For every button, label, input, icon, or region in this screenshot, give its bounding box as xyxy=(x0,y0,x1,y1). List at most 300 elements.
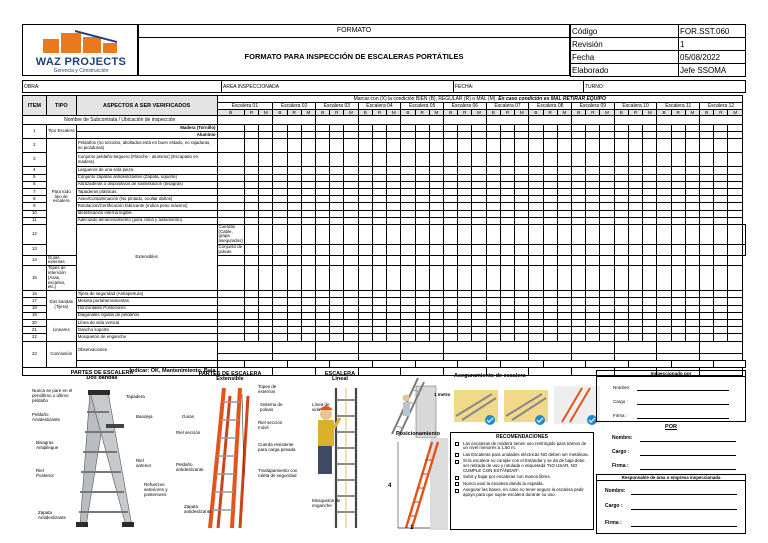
check-cell[interactable] xyxy=(244,153,258,167)
check-cell[interactable] xyxy=(628,132,642,139)
check-cell[interactable] xyxy=(344,305,358,312)
check-cell[interactable] xyxy=(372,312,386,319)
check-cell[interactable] xyxy=(628,224,642,244)
check-cell[interactable] xyxy=(401,174,415,181)
observation-cell[interactable] xyxy=(372,360,415,367)
check-cell[interactable] xyxy=(628,188,642,195)
check-cell[interactable] xyxy=(728,291,743,298)
check-cell[interactable] xyxy=(301,139,315,153)
check-cell[interactable] xyxy=(685,312,699,319)
check-cell[interactable] xyxy=(444,255,458,266)
check-cell[interactable] xyxy=(685,327,699,334)
check-cell[interactable] xyxy=(444,245,458,256)
check-cell[interactable] xyxy=(557,224,571,244)
check-cell[interactable] xyxy=(358,196,372,203)
check-cell[interactable] xyxy=(217,167,244,174)
check-cell[interactable] xyxy=(614,210,628,217)
check-cell[interactable] xyxy=(344,196,358,203)
check-cell[interactable] xyxy=(685,132,699,139)
check-cell[interactable] xyxy=(572,245,586,256)
check-cell[interactable] xyxy=(628,255,642,266)
check-cell[interactable] xyxy=(287,125,301,132)
check-cell[interactable] xyxy=(628,291,642,298)
check-cell[interactable] xyxy=(472,217,486,224)
check-cell[interactable] xyxy=(628,327,642,334)
check-cell[interactable] xyxy=(685,298,699,305)
check-cell[interactable] xyxy=(572,196,586,203)
check-cell[interactable] xyxy=(372,196,386,203)
check-cell[interactable] xyxy=(572,312,586,319)
check-cell[interactable] xyxy=(714,245,728,256)
check-cell[interactable] xyxy=(287,334,301,341)
check-cell[interactable] xyxy=(500,139,514,153)
signature-line[interactable] xyxy=(637,404,729,405)
check-cell[interactable] xyxy=(714,305,728,312)
check-cell[interactable] xyxy=(600,174,614,181)
check-cell[interactable] xyxy=(372,255,386,266)
check-cell[interactable] xyxy=(401,245,415,256)
check-cell[interactable] xyxy=(643,334,657,341)
check-cell[interactable] xyxy=(657,217,671,224)
check-cell[interactable] xyxy=(671,167,685,174)
check-cell[interactable] xyxy=(387,319,401,326)
check-cell[interactable] xyxy=(657,210,671,217)
check-cell[interactable] xyxy=(557,167,571,174)
check-cell[interactable] xyxy=(572,217,586,224)
check-cell[interactable] xyxy=(273,291,287,298)
check-cell[interactable] xyxy=(429,327,443,334)
check-cell[interactable] xyxy=(217,132,244,139)
check-cell[interactable] xyxy=(557,255,571,266)
check-cell[interactable] xyxy=(529,255,543,266)
check-cell[interactable] xyxy=(586,298,600,305)
check-cell[interactable] xyxy=(244,196,258,203)
check-cell[interactable] xyxy=(600,153,614,167)
observation-cell[interactable] xyxy=(316,341,359,353)
check-cell[interactable] xyxy=(458,174,472,181)
check-cell[interactable] xyxy=(671,196,685,203)
check-cell[interactable] xyxy=(259,305,273,312)
check-cell[interactable] xyxy=(572,139,586,153)
check-cell[interactable] xyxy=(515,188,529,195)
check-cell[interactable] xyxy=(358,188,372,195)
check-cell[interactable] xyxy=(700,266,714,291)
check-cell[interactable] xyxy=(515,210,529,217)
check-cell[interactable] xyxy=(444,210,458,217)
check-cell[interactable] xyxy=(401,153,415,167)
check-cell[interactable] xyxy=(458,203,472,210)
check-cell[interactable] xyxy=(614,181,628,188)
check-cell[interactable] xyxy=(728,217,743,224)
check-cell[interactable] xyxy=(244,291,258,298)
check-cell[interactable] xyxy=(358,334,372,341)
check-cell[interactable] xyxy=(486,139,500,153)
check-cell[interactable] xyxy=(429,298,443,305)
check-cell[interactable] xyxy=(700,196,714,203)
check-cell[interactable] xyxy=(415,153,429,167)
check-cell[interactable] xyxy=(671,291,685,298)
check-cell[interactable] xyxy=(316,153,330,167)
check-cell[interactable] xyxy=(614,167,628,174)
check-cell[interactable] xyxy=(628,196,642,203)
check-cell[interactable] xyxy=(500,319,514,326)
check-cell[interactable] xyxy=(372,188,386,195)
check-cell[interactable] xyxy=(728,224,743,244)
check-cell[interactable] xyxy=(358,298,372,305)
check-cell[interactable] xyxy=(529,125,543,132)
check-cell[interactable] xyxy=(330,255,344,266)
check-cell[interactable] xyxy=(557,132,571,139)
check-cell[interactable] xyxy=(500,174,514,181)
check-cell[interactable] xyxy=(287,255,301,266)
check-cell[interactable] xyxy=(586,245,600,256)
check-cell[interactable] xyxy=(543,203,557,210)
check-cell[interactable] xyxy=(415,210,429,217)
check-cell[interactable] xyxy=(500,132,514,139)
check-cell[interactable] xyxy=(614,139,628,153)
check-cell[interactable] xyxy=(586,319,600,326)
observation-cell[interactable] xyxy=(401,353,444,360)
check-cell[interactable] xyxy=(244,139,258,153)
check-cell[interactable] xyxy=(614,291,628,298)
check-cell[interactable] xyxy=(500,266,514,291)
check-cell[interactable] xyxy=(614,266,628,291)
check-cell[interactable] xyxy=(330,217,344,224)
check-cell[interactable] xyxy=(543,224,557,244)
check-cell[interactable] xyxy=(401,224,415,244)
subcontract-cell[interactable] xyxy=(444,116,487,125)
check-cell[interactable] xyxy=(700,291,714,298)
check-cell[interactable] xyxy=(671,312,685,319)
check-cell[interactable] xyxy=(444,334,458,341)
check-cell[interactable] xyxy=(486,203,500,210)
check-cell[interactable] xyxy=(458,132,472,139)
observation-cell[interactable] xyxy=(657,341,700,353)
check-cell[interactable] xyxy=(586,153,600,167)
check-cell[interactable] xyxy=(344,245,358,256)
check-cell[interactable] xyxy=(244,181,258,188)
observation-cell[interactable] xyxy=(273,341,316,353)
check-cell[interactable] xyxy=(344,210,358,217)
check-cell[interactable] xyxy=(500,305,514,312)
check-cell[interactable] xyxy=(244,224,258,244)
check-cell[interactable] xyxy=(671,255,685,266)
check-cell[interactable] xyxy=(529,196,543,203)
check-cell[interactable] xyxy=(358,266,372,291)
check-cell[interactable] xyxy=(429,255,443,266)
check-cell[interactable] xyxy=(472,334,486,341)
check-cell[interactable] xyxy=(273,224,287,244)
check-cell[interactable] xyxy=(572,291,586,298)
check-cell[interactable] xyxy=(700,224,714,244)
observation-cell[interactable] xyxy=(586,360,629,367)
check-cell[interactable] xyxy=(714,139,728,153)
check-cell[interactable] xyxy=(529,139,543,153)
check-cell[interactable] xyxy=(515,327,529,334)
check-cell[interactable] xyxy=(700,298,714,305)
check-cell[interactable] xyxy=(714,210,728,217)
check-cell[interactable] xyxy=(372,203,386,210)
check-cell[interactable] xyxy=(714,125,728,132)
observation-cell[interactable] xyxy=(217,353,273,360)
check-cell[interactable] xyxy=(586,255,600,266)
check-cell[interactable] xyxy=(628,298,642,305)
check-cell[interactable] xyxy=(643,188,657,195)
check-cell[interactable] xyxy=(529,319,543,326)
check-cell[interactable] xyxy=(458,125,472,132)
check-cell[interactable] xyxy=(387,334,401,341)
check-cell[interactable] xyxy=(572,153,586,167)
check-cell[interactable] xyxy=(515,167,529,174)
check-cell[interactable] xyxy=(671,334,685,341)
check-cell[interactable] xyxy=(671,125,685,132)
check-cell[interactable] xyxy=(401,334,415,341)
check-cell[interactable] xyxy=(273,132,287,139)
check-cell[interactable] xyxy=(600,125,614,132)
observation-cell[interactable] xyxy=(486,341,529,353)
check-cell[interactable] xyxy=(387,203,401,210)
observation-cell[interactable] xyxy=(529,341,572,353)
check-cell[interactable] xyxy=(217,312,244,319)
check-cell[interactable] xyxy=(372,217,386,224)
check-cell[interactable] xyxy=(614,255,628,266)
check-cell[interactable] xyxy=(330,319,344,326)
check-cell[interactable] xyxy=(259,132,273,139)
check-cell[interactable] xyxy=(273,255,287,266)
check-cell[interactable] xyxy=(657,334,671,341)
check-cell[interactable] xyxy=(614,224,628,244)
check-cell[interactable] xyxy=(515,139,529,153)
check-cell[interactable] xyxy=(401,291,415,298)
check-cell[interactable] xyxy=(529,210,543,217)
check-cell[interactable] xyxy=(301,312,315,319)
check-cell[interactable] xyxy=(401,181,415,188)
check-cell[interactable] xyxy=(472,312,486,319)
subcontract-cell[interactable] xyxy=(358,116,401,125)
check-cell[interactable] xyxy=(643,139,657,153)
subcontract-cell[interactable] xyxy=(657,116,700,125)
check-cell[interactable] xyxy=(358,224,372,244)
check-cell[interactable] xyxy=(486,305,500,312)
check-cell[interactable] xyxy=(244,132,258,139)
check-cell[interactable] xyxy=(685,203,699,210)
check-cell[interactable] xyxy=(685,139,699,153)
check-cell[interactable] xyxy=(557,203,571,210)
check-cell[interactable] xyxy=(316,132,330,139)
check-cell[interactable] xyxy=(614,153,628,167)
check-cell[interactable] xyxy=(685,125,699,132)
check-cell[interactable] xyxy=(287,203,301,210)
check-cell[interactable] xyxy=(685,153,699,167)
check-cell[interactable] xyxy=(259,153,273,167)
signature-line[interactable] xyxy=(640,469,736,470)
check-cell[interactable] xyxy=(586,167,600,174)
check-cell[interactable] xyxy=(387,312,401,319)
check-cell[interactable] xyxy=(700,245,714,256)
check-cell[interactable] xyxy=(515,291,529,298)
check-cell[interactable] xyxy=(543,188,557,195)
check-cell[interactable] xyxy=(643,153,657,167)
check-cell[interactable] xyxy=(472,139,486,153)
observation-cell[interactable] xyxy=(330,360,373,367)
check-cell[interactable] xyxy=(244,298,258,305)
check-cell[interactable] xyxy=(643,319,657,326)
check-cell[interactable] xyxy=(500,188,514,195)
check-cell[interactable] xyxy=(614,196,628,203)
check-cell[interactable] xyxy=(500,298,514,305)
check-cell[interactable] xyxy=(344,181,358,188)
check-cell[interactable] xyxy=(529,291,543,298)
check-cell[interactable] xyxy=(700,327,714,334)
check-cell[interactable] xyxy=(586,224,600,244)
check-cell[interactable] xyxy=(600,245,614,256)
check-cell[interactable] xyxy=(259,312,273,319)
check-cell[interactable] xyxy=(529,153,543,167)
observation-cell[interactable] xyxy=(287,360,330,367)
check-cell[interactable] xyxy=(358,210,372,217)
check-cell[interactable] xyxy=(429,174,443,181)
check-cell[interactable] xyxy=(244,255,258,266)
check-cell[interactable] xyxy=(301,132,315,139)
check-cell[interactable] xyxy=(614,312,628,319)
check-cell[interactable] xyxy=(429,181,443,188)
check-cell[interactable] xyxy=(515,181,529,188)
observation-cell[interactable] xyxy=(657,353,700,360)
check-cell[interactable] xyxy=(543,217,557,224)
check-cell[interactable] xyxy=(244,266,258,291)
check-cell[interactable] xyxy=(500,210,514,217)
check-cell[interactable] xyxy=(415,203,429,210)
check-cell[interactable] xyxy=(301,334,315,341)
check-cell[interactable] xyxy=(301,210,315,217)
signature-line[interactable] xyxy=(640,455,736,456)
check-cell[interactable] xyxy=(273,181,287,188)
check-cell[interactable] xyxy=(700,125,714,132)
check-cell[interactable] xyxy=(543,334,557,341)
check-cell[interactable] xyxy=(387,125,401,132)
check-cell[interactable] xyxy=(614,334,628,341)
check-cell[interactable] xyxy=(586,312,600,319)
check-cell[interactable] xyxy=(614,203,628,210)
check-cell[interactable] xyxy=(728,319,743,326)
subcontract-cell[interactable] xyxy=(572,116,615,125)
check-cell[interactable] xyxy=(486,245,500,256)
check-cell[interactable] xyxy=(344,327,358,334)
check-cell[interactable] xyxy=(458,167,472,174)
check-cell[interactable] xyxy=(244,188,258,195)
check-cell[interactable] xyxy=(287,188,301,195)
check-cell[interactable] xyxy=(444,181,458,188)
check-cell[interactable] xyxy=(287,132,301,139)
check-cell[interactable] xyxy=(671,139,685,153)
check-cell[interactable] xyxy=(458,196,472,203)
check-cell[interactable] xyxy=(614,245,628,256)
check-cell[interactable] xyxy=(728,305,743,312)
check-cell[interactable] xyxy=(486,327,500,334)
check-cell[interactable] xyxy=(429,125,443,132)
observation-cell[interactable] xyxy=(444,353,487,360)
check-cell[interactable] xyxy=(600,255,614,266)
check-cell[interactable] xyxy=(472,298,486,305)
check-cell[interactable] xyxy=(486,291,500,298)
check-cell[interactable] xyxy=(259,266,273,291)
check-cell[interactable] xyxy=(415,305,429,312)
check-cell[interactable] xyxy=(301,188,315,195)
check-cell[interactable] xyxy=(600,210,614,217)
check-cell[interactable] xyxy=(316,217,330,224)
check-cell[interactable] xyxy=(429,291,443,298)
check-cell[interactable] xyxy=(557,125,571,132)
check-cell[interactable] xyxy=(273,334,287,341)
check-cell[interactable] xyxy=(316,139,330,153)
check-cell[interactable] xyxy=(572,266,586,291)
check-cell[interactable] xyxy=(458,305,472,312)
check-cell[interactable] xyxy=(358,174,372,181)
check-cell[interactable] xyxy=(387,305,401,312)
check-cell[interactable] xyxy=(600,196,614,203)
observation-cell[interactable] xyxy=(458,360,501,367)
check-cell[interactable] xyxy=(401,210,415,217)
check-cell[interactable] xyxy=(671,245,685,256)
check-cell[interactable] xyxy=(316,305,330,312)
subcontract-cell[interactable] xyxy=(273,116,316,125)
check-cell[interactable] xyxy=(458,298,472,305)
check-cell[interactable] xyxy=(543,298,557,305)
check-cell[interactable] xyxy=(244,319,258,326)
check-cell[interactable] xyxy=(301,298,315,305)
check-cell[interactable] xyxy=(344,224,358,244)
check-cell[interactable] xyxy=(287,167,301,174)
check-cell[interactable] xyxy=(714,298,728,305)
check-cell[interactable] xyxy=(614,174,628,181)
check-cell[interactable] xyxy=(458,255,472,266)
check-cell[interactable] xyxy=(259,125,273,132)
observation-cell[interactable] xyxy=(358,353,401,360)
check-cell[interactable] xyxy=(728,139,743,153)
check-cell[interactable] xyxy=(671,181,685,188)
observation-cell[interactable] xyxy=(358,341,401,353)
check-cell[interactable] xyxy=(600,132,614,139)
check-cell[interactable] xyxy=(444,224,458,244)
check-cell[interactable] xyxy=(301,255,315,266)
subcontract-cell[interactable] xyxy=(316,116,359,125)
check-cell[interactable] xyxy=(700,255,714,266)
check-cell[interactable] xyxy=(586,174,600,181)
check-cell[interactable] xyxy=(415,327,429,334)
check-cell[interactable] xyxy=(714,167,728,174)
observation-cell[interactable] xyxy=(671,360,714,367)
check-cell[interactable] xyxy=(287,327,301,334)
check-cell[interactable] xyxy=(557,319,571,326)
check-cell[interactable] xyxy=(273,203,287,210)
check-cell[interactable] xyxy=(217,266,244,291)
check-cell[interactable] xyxy=(344,174,358,181)
check-cell[interactable] xyxy=(472,196,486,203)
check-cell[interactable] xyxy=(557,210,571,217)
check-cell[interactable] xyxy=(714,334,728,341)
check-cell[interactable] xyxy=(429,139,443,153)
check-cell[interactable] xyxy=(557,188,571,195)
check-cell[interactable] xyxy=(330,298,344,305)
check-cell[interactable] xyxy=(372,305,386,312)
check-cell[interactable] xyxy=(543,312,557,319)
check-cell[interactable] xyxy=(372,181,386,188)
signature-line[interactable] xyxy=(637,418,729,419)
check-cell[interactable] xyxy=(643,217,657,224)
check-cell[interactable] xyxy=(515,305,529,312)
check-cell[interactable] xyxy=(401,132,415,139)
check-cell[interactable] xyxy=(728,132,743,139)
